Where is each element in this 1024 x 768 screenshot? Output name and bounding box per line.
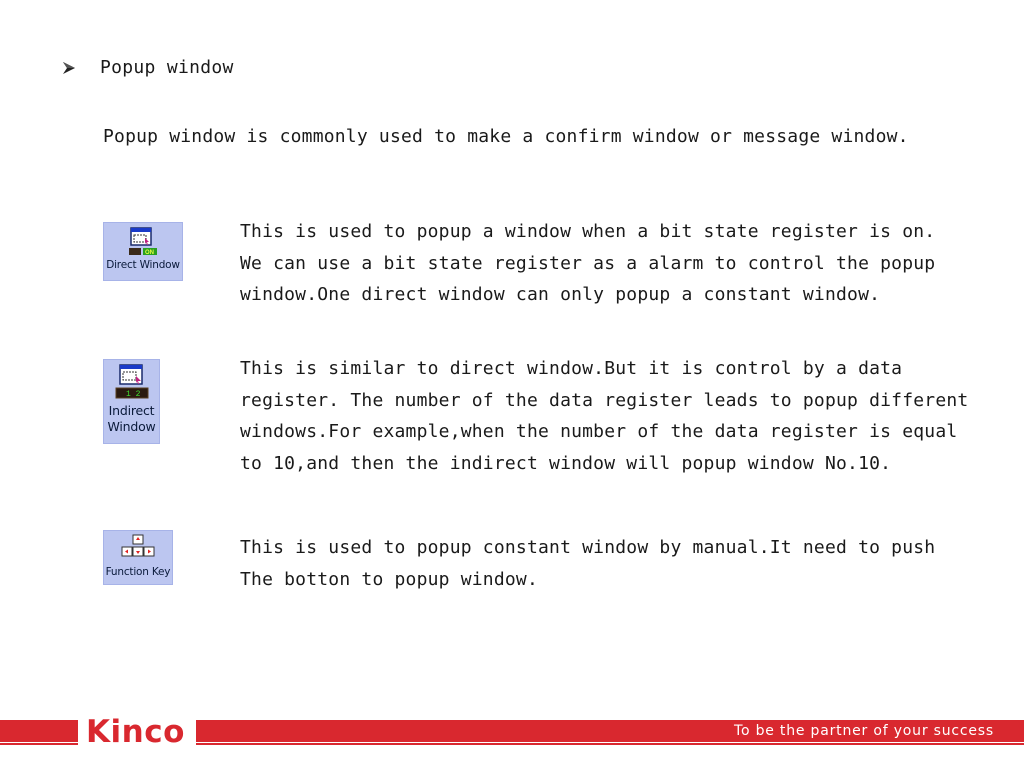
svg-text:1 2: 1 2: [125, 390, 140, 399]
function-key-description: [240, 532, 935, 595]
direct-window-icon: [126, 226, 160, 260]
heading-text: Popup window: [100, 57, 234, 78]
intro-text: Popup window is commonly used to make a confirm window or message window.: [103, 126, 909, 147]
description-line: to 10,and then the indirect window will popup window No.10.: [240, 452, 892, 474]
footer: [0, 716, 1024, 750]
arrow-bullet-icon: [62, 61, 76, 75]
function-key-label: Function Key: [105, 566, 171, 578]
indirect-window-label: Indirect Window: [107, 403, 156, 434]
kinco-logo: Kinco: [86, 714, 185, 750]
footer-line-left: [0, 743, 78, 745]
section-heading: [62, 57, 234, 78]
description-line: This is similar to direct window.But it is control by a data: [240, 358, 903, 379]
description-line: windows.For example,when the number of the data register is equal: [240, 421, 958, 442]
direct-window-description: [240, 216, 935, 311]
description-line: The botton to popup window.: [240, 568, 538, 590]
indirect-window-icon: [112, 363, 152, 403]
footer-tagline: To be the partner of your success: [733, 723, 994, 739]
function-key-button[interactable]: [103, 530, 173, 585]
footer-bar-left: [0, 720, 78, 742]
description-line: register. The number of the data register leads to popup different: [240, 389, 969, 411]
description-line: This is used to popup a window when a bit state register is on.: [240, 221, 936, 242]
footer-line-right: [196, 743, 1024, 745]
description-line: This is used to popup constant window by manual.It need to push: [240, 537, 936, 558]
description-line: We can use a bit state register as a alarm to control the popup: [240, 252, 936, 274]
direct-window-label: Direct Window: [106, 259, 180, 271]
svg-text:ON: ON: [145, 250, 154, 256]
function-key-icon: [120, 533, 156, 567]
indirect-window-description: [240, 353, 968, 479]
direct-window-button[interactable]: [103, 222, 183, 281]
description-line: window.One direct window can only popup a constant window.: [240, 284, 881, 305]
indirect-window-button[interactable]: [103, 359, 160, 444]
